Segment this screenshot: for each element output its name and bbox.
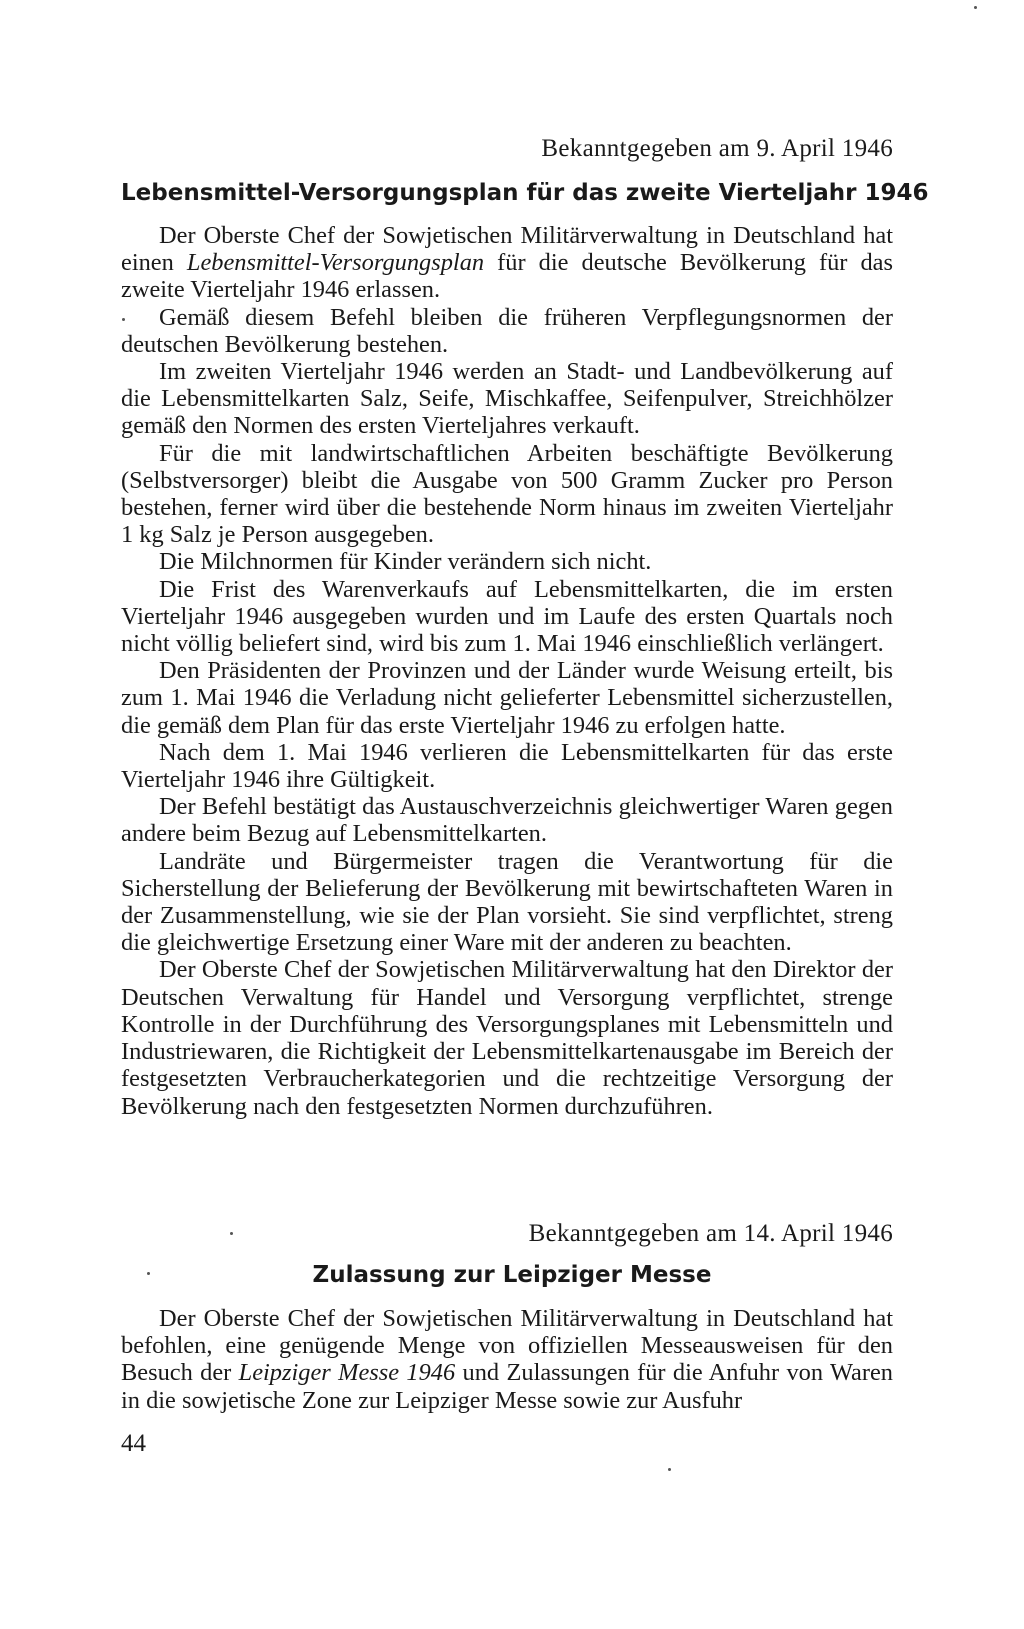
heading-section-2: Zulassung zur Leipziger Messe bbox=[312, 1262, 712, 1288]
scan-speck bbox=[147, 1272, 150, 1275]
dateline-section-2: Bekanntgegeben am 14. April 1946 bbox=[528, 1220, 893, 1247]
scan-speck bbox=[122, 318, 125, 321]
paragraph: Die Frist des Warenverkaufs auf Lebensmittelkarten, die im ersten Vierteljahr 1946 ausgegeben wurden und im Laufe des ersten Quartals noch nicht völlig beliefert sind, wird bis zum 1. Mai 1946 einschließlich verlängert. bbox=[121, 575, 893, 658]
paragraph: Für die mit landwirtschaftlichen Arbeiten beschäftigte Bevölkerung (Selbstversorger) bleibt die Ausgabe von 500 Gramm Zucker pro Person bestehen, ferner wird über die bestehende Norm hinaus im zweiten Vierteljahr 1 kg Salz je Person ausgegeben. bbox=[121, 439, 893, 549]
paragraph: Landräte und Bürgermeister tragen die Verantwortung für die Sicherstellung der Belieferung der Bevölkerung mit bewirtschafteten Waren in der Zusammenstellung, wie sie der Plan vorsieht. Sie sind verpflichtet, streng die gleichwertige Ersetzung einer Ware mit der anderen zu beachten. bbox=[121, 847, 893, 957]
dateline-section-1: Bekanntgegeben am 9. April 1946 bbox=[541, 135, 893, 162]
paragraph-italic-term: Lebensmittel-Versorgungsplan bbox=[186, 249, 485, 277]
paragraph-text: und Zulassungen für die Anfuhr von Waren in die sowjetische Zone zur Leipziger Messe sowie zur Ausfuhr bbox=[121, 1359, 893, 1414]
paragraph: Der Befehl bestätigt das Austauschverzeichnis gleichwertiger Waren gegen andere beim Bezug auf Lebensmittelkarten. bbox=[121, 793, 893, 848]
paragraph-text: für die deutsche Bevölkerung für das zweite Vierteljahr 1946 erlassen. bbox=[121, 249, 893, 304]
paragraph: Der Oberste Chef der Sowjetischen Militärverwaltung hat den Direktor der Deutschen Verwaltung für Handel und Versorgung verpflichtet, strenge Kontrolle in der Durchführung des Versorgungsplanes mit Lebensmitteln und Industriewaren, die Richtigkeit der Lebensmittelkartenausgabe im Bereich der festgesetzten Verbraucherkategorien und die rechtzeitige Versorgung der Bevölkerung nach den festgesetzten Normen durchzuführen. bbox=[121, 956, 893, 1120]
heading-section-1: Lebensmittel-Versorgungsplan für das zweite Vierteljahr 1946 bbox=[121, 180, 929, 206]
page-number: 44 bbox=[121, 1430, 146, 1457]
paragraph: Die Milchnormen für Kinder verändern sich nicht. bbox=[159, 548, 652, 576]
scan-speck bbox=[668, 1468, 671, 1471]
body-section-2 bbox=[121, 1305, 893, 1414]
scan-speck bbox=[230, 1232, 233, 1235]
body-section-1 bbox=[121, 222, 893, 1120]
paragraph-text: Der Oberste Chef der Sowjetischen Militärverwaltung in Deutschland hat befohlen, eine genügende Menge von offiziellen Messeausweisen für den Besuch der bbox=[121, 1305, 893, 1387]
paragraph: Im zweiten Vierteljahr 1946 werden an Stadt- und Landbevölkerung auf die Lebensmittelkarten Salz, Seife, Mischkaffee, Seifenpulver, Streichhölzer gemäß den Normen des ersten Vierteljahres verkauft. bbox=[121, 358, 893, 440]
paragraph: Den Präsidenten der Provinzen und der Länder wurde Weisung erteilt, bis zum 1. Mai 1946 die Verladung nicht gelieferter Lebensmittel sicherzustellen, die gemäß dem Plan für das erste Vierteljahr 1946 zu erfolgen hatte. bbox=[121, 657, 893, 739]
paragraph bbox=[121, 1305, 893, 1414]
paragraph: Gemäß diesem Befehl bleiben die früheren Verpflegungsnormen der deutschen Bevölkerung bestehen. bbox=[121, 303, 893, 358]
paragraph-text: Der Oberste Chef der Sowjetischen Militärverwaltung in Deutschland hat einen bbox=[121, 222, 893, 277]
paragraph bbox=[121, 222, 893, 304]
paragraph-italic-term: Leipziger Messe 1946 bbox=[238, 1359, 456, 1387]
paragraph: Nach dem 1. Mai 1946 verlieren die Lebensmittelkarten für das erste Vierteljahr 1946 ihre Gültigkeit. bbox=[121, 738, 893, 794]
scan-speck bbox=[974, 6, 977, 9]
